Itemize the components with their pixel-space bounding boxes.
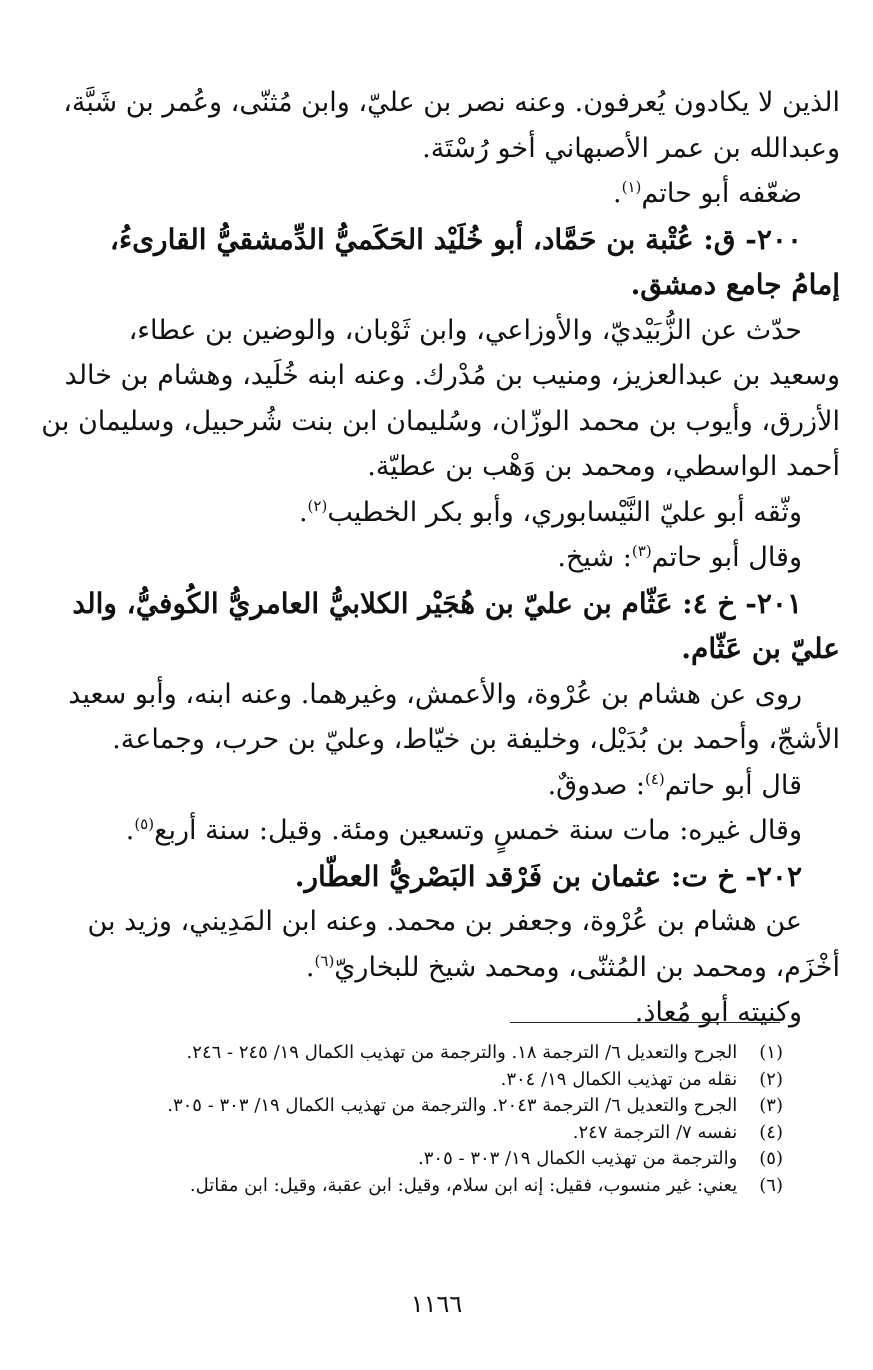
entry-heading: عليّ بن عَثّام. [681,632,840,665]
text-span: قال أبو حاتم [664,769,802,801]
footnote [83,1120,783,1147]
text-line [22,945,840,991]
footnote [83,1067,783,1094]
footnote [83,1093,783,1120]
footnote-ref: (٤) [644,769,665,788]
text-line: الذين لا يكادون يُعرفون. وعنه نصر بن عليّ، وابن مُثنّى، وعُمر بن شَبَّة، [63,87,840,118]
footnote-text: الجرح والتعديل ٦/ الترجمة ١٨. والترجمة من تهذيب الكمال ١٩/ ٢٤٥ - ٢٤٦. [186,1042,738,1063]
text-span: . [298,496,308,528]
footnote-ref: (٢) [307,496,328,515]
footnote-text: الجرح والتعديل ٦/ الترجمة ٢٠٤٣. والترجمة من تهذيب الكمال ١٩/ ٣٠٣ - ٣٠٥. [167,1095,738,1116]
entry-heading: ٢٠٠- ق: عُتْبة بن حَمَّاد، أبو خُلَيْد الحَكَميُّ الدِّمشقيُّ القارىءُ، [109,222,802,256]
text-span: . [613,178,622,209]
footnote-ref: (٦) [314,951,335,970]
footnote-text: يعني: غير منسوب، فقيل: إنه ابن سلام، وقيل: ابن عقبة، وقيل: ابن مقاتل. [189,1174,738,1196]
text-line: وسعيد بن عبدالعزيز، ومنيب بن مُدْرك. وعنه ابنه خُلَيد، وهشام بن خالد [64,360,840,391]
entry-heading: إمامُ جامع دمشق. [630,268,840,301]
footnote-text: نفسه ٧/ الترجمة ٢٤٧. [572,1121,738,1143]
footnote-number: (١) [759,1042,783,1063]
text-line: وعبدالله بن عمر الأصبهاني أخو رُسْتَة. [422,132,840,164]
text-span: : صدوقٌ. [547,769,645,801]
footnote [83,1173,783,1200]
text-line [22,763,840,809]
footnote-text: والترجمة من تهذيب الكمال ١٩/ ٣٠٣ - ٣٠٥. [418,1148,738,1169]
text-line: حدّث عن الزُّبَيْديّ، والأوزاعي، وابن ثَوْبان، والوضين بن عطاء، [128,314,802,346]
footnote [83,1146,783,1173]
text-line: روى عن هشام بن عُرْوة، والأعمش، وغيرهما. وعنه ابنه، وأبو سعيد [68,678,802,710]
footnote-number: (٤) [759,1121,783,1143]
footnote-number: (٥) [759,1148,783,1169]
footnote-separator [510,1022,780,1023]
footnote-text: نقله من تهذيب الكمال ١٩/ ٣٠٤. [500,1068,738,1090]
text-span: : شيخ. [557,542,632,573]
text-span: . [305,951,315,983]
text-line [22,171,840,217]
footnote-ref: (٥) [134,815,155,833]
footnote-number: (٢) [759,1068,783,1090]
text-span: ضعّفه أبو حاتم [641,178,802,209]
text-line [22,490,840,536]
entry-heading: ٢٠١- خ ٤: عَثّام بن عليّ بن هُجَيْر الكلابيُّ العامريُّ الكُوفيُّ، والد [72,586,802,620]
text-line: وكنيته أبو مُعاذ. [634,997,802,1028]
main-text [22,80,840,1036]
text-line [22,535,840,581]
text-line [22,808,840,854]
text-span: وثّقه أبو عليّ النَّيْسابوري، وأبو بكر الخطيب [327,496,802,528]
entry-heading: ٢٠٢- خ ت: عثمان بن فَرْقد البَصْريُّ العطّار. [294,859,802,893]
text-line: أحمد الواسطي، ومحمد بن وَهْب بن عطيّة. [367,451,840,482]
text-line: عن هشام بن عُرْوة، وجعفر بن محمد. وعنه ابن المَدِيني، وزيد بن [87,906,802,937]
text-line: الأزرق، وأيوب بن محمد الوزّان، وسُليمان ابن بنت شُرحبيل، وسليمان بن [41,405,840,437]
footnote-number: (٣) [759,1095,783,1116]
footnote [83,1040,783,1067]
text-span: . [125,815,135,846]
footnote-ref: (١) [621,178,642,196]
footnote-number: (٦) [759,1174,783,1196]
footnote-ref: (٣) [631,542,652,560]
text-line: الأشجّ، وأحمد بن بُدَيْل، وخليفة بن خيّاط، وعليّ بن حرب، وجماعة. [112,724,840,755]
text-span: أخْزَم، ومحمد بن المُثنّى، ومحمد شيخ للبخاريّ [334,951,840,983]
page-number: ١١٦٦ [410,1290,463,1318]
footnotes [83,1040,783,1199]
text-span: وقال أبو حاتم [651,542,802,573]
text-span: وقال غيره: مات سنة خمسٍ وتسعين ومئة. وقيل: سنة أربع [154,815,802,846]
